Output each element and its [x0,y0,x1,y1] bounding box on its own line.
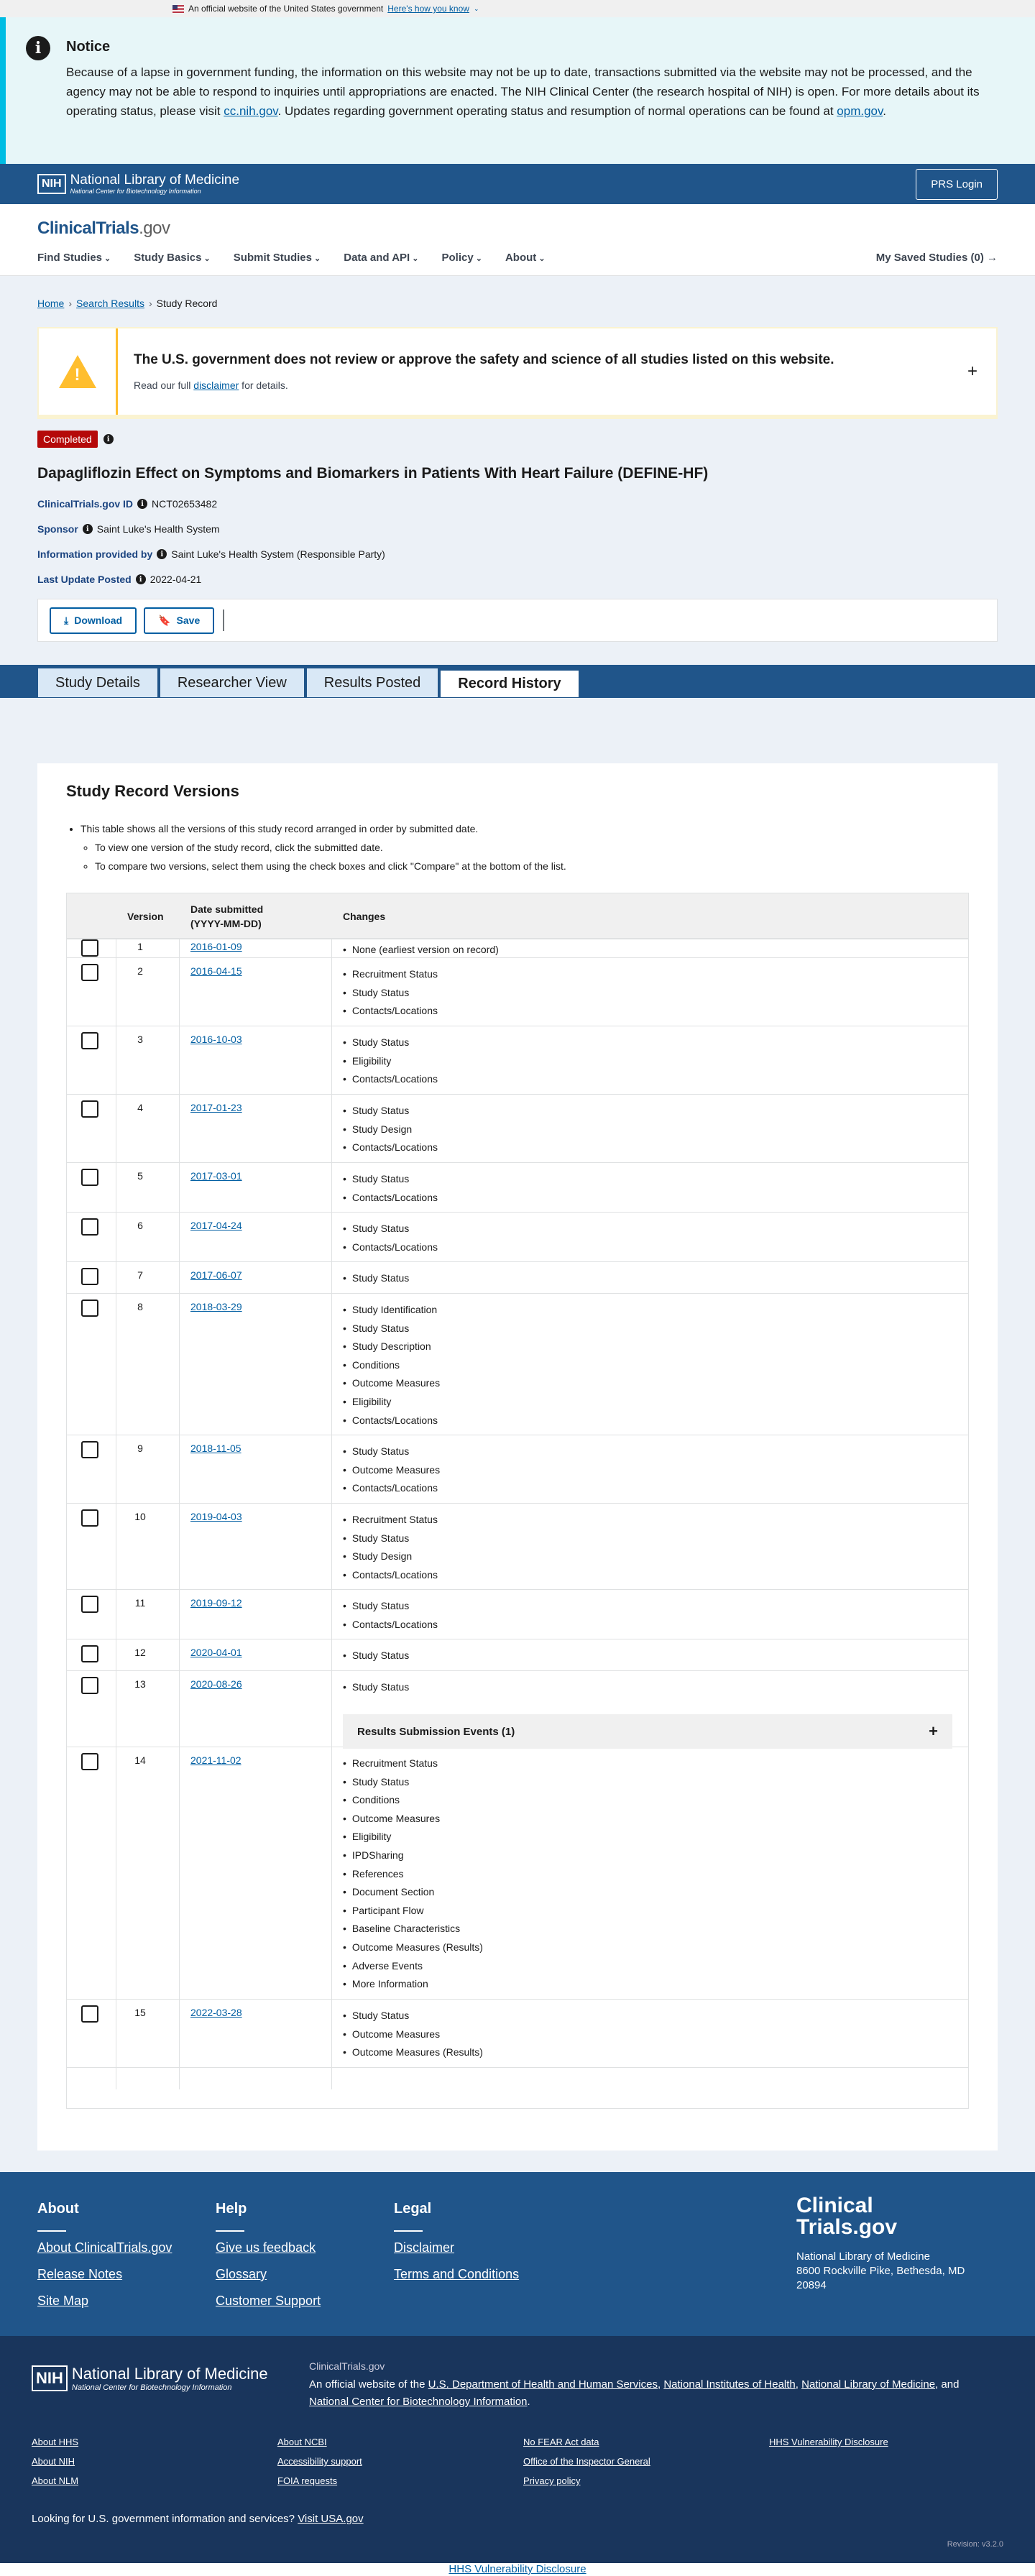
changes-list [343,1443,440,1498]
id-label: ClinicalTrials.gov ID [37,498,134,510]
disclaimer-title: The U.S. government does not review or approve the safety and science of all studies listed on this website. [134,352,834,367]
footer-address: National Library of Medicine 8600 Rockville Pike, Bethesda, MD 20894 [796,2250,965,2291]
change-item: • Outcome Measures [354,1461,440,1480]
change-item: • Study Status [354,1773,483,1792]
footer-link[interactable]: About NCBI [277,2437,327,2447]
version-number: 10 [134,1511,146,1522]
version-number: 5 [137,1170,143,1182]
table-row [67,1435,968,1504]
version-checkbox[interactable] [81,1677,98,1694]
change-item: • Study Status [354,1269,409,1288]
version-checkbox[interactable] [81,1753,98,1770]
usa-gov-link[interactable]: Visit USA.gov [298,2513,364,2525]
table-row [67,1213,968,1262]
change-item: • Study Identification [354,1301,440,1320]
disclaimer-text: Read our full disclaimer for details. [134,380,288,391]
last-update-value: 2022-04-21 [150,574,202,585]
change-item: • Contacts/Locations [354,1189,438,1208]
footer-glossary-link[interactable]: Glossary [216,2267,267,2281]
table-row [67,1747,968,2000]
chevron-down-icon: ⌄ [410,254,419,263]
version-number: 1 [137,941,143,952]
nih-link[interactable]: National Institutes of Health [663,2378,796,2391]
hhs-vulnerability-link[interactable]: HHS Vulnerability Disclosure [448,2563,586,2575]
change-item: • More Information [354,1975,483,1994]
change-item: • Study Status [354,2007,483,2025]
version-date-link[interactable]: 2022-03-28 [190,2007,242,2018]
version-date-link[interactable]: 2018-03-29 [190,1301,242,1312]
change-item: • Eligibility [354,1828,483,1846]
version-number: 12 [134,1647,146,1658]
table-row [67,1262,968,1294]
change-item: • Contacts/Locations [354,1566,438,1585]
study-meta [0,482,1035,585]
footer-link[interactable]: About HHS [32,2437,79,2447]
change-item: • Conditions [354,1356,440,1375]
changes-list [343,941,499,960]
version-checkbox[interactable] [81,1169,98,1186]
revision: Revision: v3.2.0 [947,2540,1003,2549]
nav-item-submit-studies[interactable]: Submit Studies ⌄ [233,252,321,264]
version-checkbox[interactable] [81,1300,98,1317]
table-row [67,1026,968,1095]
gov-banner [0,0,1035,17]
change-item: • Outcome Measures [354,1810,483,1828]
change-item: • Study Design [354,1121,438,1139]
change-item: • Contacts/Locations [354,1138,438,1157]
footer-release-notes-link[interactable]: Release Notes [37,2267,123,2281]
study-title: Dapagliflozin Effect on Symptoms and Biomarkers in Patients With Heart Failure (DEFINE-HF) [37,465,709,482]
shutdown-notice [0,17,1035,164]
version-checkbox[interactable] [81,1596,98,1613]
version-number: 6 [137,1220,143,1231]
change-item: • Study Status [354,1647,409,1665]
study-record-versions [37,763,998,2150]
breadcrumb-search-results[interactable]: Search Results [76,298,144,309]
save-button[interactable]: 🔖 Save [144,607,214,634]
site-footer [0,2172,1035,2336]
versions-intro: • This table shows all the versions of this study record arranged in order by submitted date. ◦ To view one version of the study record, click the submitted date. ◦ To compare two versions, select them using the check boxes and click "Compare" at the bottom of the list. [80,819,566,875]
change-item: • Study Description [354,1338,440,1356]
notice-title: Notice [66,39,111,55]
nav-item-about[interactable]: About ⌄ [505,252,546,264]
footer-about-title: About [37,2201,79,2217]
footer-support-link[interactable]: Customer Support [216,2294,321,2308]
footer-link[interactable]: Accessibility support [277,2456,362,2467]
change-item: • Recruitment Status [354,1511,438,1530]
change-item: • Outcome Measures (Results) [354,1938,483,1957]
change-item: • Recruitment Status [354,965,438,984]
version-checkbox[interactable] [81,1509,98,1527]
change-item: • Study Status [354,1678,409,1697]
footer-ct-logo[interactable]: Clinical Trials.gov [796,2194,898,2239]
version-date-link[interactable]: 2017-06-07 [190,1269,242,1281]
change-item: • Adverse Events [354,1957,483,1976]
download-button[interactable]: ⤓ Download [50,607,137,634]
change-item: • Contacts/Locations [354,1238,438,1257]
last-update-label: Last Update Posted [37,574,132,585]
info-icon[interactable]: i [136,574,146,584]
table-row [67,2000,968,2068]
versions-title: Study Record Versions [66,782,239,800]
chevron-down-icon: ⌄ [473,4,479,12]
tab-study-details[interactable]: Study Details [37,668,158,698]
changes-list [343,1102,438,1157]
nlm-title: National Library of Medicine [70,172,240,188]
version-date-link[interactable]: 2017-03-01 [190,1170,242,1182]
changes-list [343,1269,409,1288]
versions-table [66,893,969,2109]
nlm-link[interactable]: National Library of Medicine [801,2378,936,2391]
nlm-footer [0,2336,1035,2576]
ncbi-subtitle: National Center for Biotechnology Information [70,188,201,195]
arrow-right-icon: → [987,252,998,264]
divider [223,610,224,631]
changes-list [343,1301,440,1430]
change-item: • Eligibility [354,1393,440,1412]
changes-list [343,1678,409,1697]
header-version: Version [127,911,164,922]
sponsor-value: Saint Luke's Health System [96,523,220,535]
version-number: 9 [137,1443,143,1454]
expand-plus-icon[interactable]: + [967,362,978,381]
version-number: 8 [137,1301,143,1312]
change-item: • References [354,1865,483,1884]
nct-id: NCT02653482 [152,498,218,510]
change-item: • Contacts/Locations [354,1002,438,1021]
change-item: • Study Status [354,1443,440,1461]
footer-site-map-link[interactable]: Site Map [37,2294,89,2308]
info-icon[interactable]: i [104,434,114,444]
footer-link[interactable]: HHS Vulnerability Disclosure [769,2437,888,2447]
version-checkbox[interactable] [81,2005,98,2023]
version-checkbox[interactable] [81,1268,98,1285]
header-date: Date submitted [190,903,264,915]
results-submission-events[interactable]: Results Submission Events (1) + [343,1714,952,1749]
version-number: 4 [137,1102,143,1113]
table-row [67,1163,968,1213]
change-item: • Study Status [354,1530,438,1548]
sponsor-label: Sponsor [37,523,78,535]
version-checkbox[interactable] [81,964,98,981]
footer-link[interactable]: FOIA requests [277,2475,338,2486]
footer-link[interactable]: Privacy policy [523,2475,581,2486]
site-header [0,204,1035,276]
change-item: • Eligibility [354,1052,438,1071]
my-saved-studies-link[interactable]: My Saved Studies (0) → [875,252,998,264]
version-checkbox[interactable] [81,1218,98,1236]
version-number: 3 [137,1034,143,1045]
status-badge: Completed [37,431,98,448]
change-item: • Study Status [354,1034,438,1052]
warning-icon: ! [59,355,96,388]
breadcrumb-home[interactable]: Home [37,298,65,309]
gov-banner-text: An official website of the United States government [188,4,384,14]
chevron-right-icon: › [68,298,73,309]
notice-body: Because of a lapse in government funding, the information on this website may not be up to date, transactions submitted via the website may not be processed, and the agency may not be able to respond to inquiries until appropriations are enacted. The NIH Clinical Center (the research hospital of NIH) is open. For more details about its operating status, please visit cc.nih.gov. Updates regarding government operating status and resumption of normal operations can be found at opm.gov. [66,65,980,118]
table-row [67,1671,968,1747]
nav-item-find-studies[interactable]: Find Studies ⌄ [37,252,111,264]
nih-bar [0,164,1035,204]
table-row [67,1294,968,1435]
hhs-link[interactable]: U.S. Department of Health and Human Services [428,2378,658,2391]
change-item: • Outcome Measures [354,2025,483,2044]
change-item: • Outcome Measures [354,1374,440,1393]
change-item: • Participant Flow [354,1902,483,1920]
footer-ct-label: ClinicalTrials.gov [309,2360,385,2372]
prs-login-button[interactable]: PRS Login [916,169,998,200]
info-icon[interactable]: i [157,549,167,559]
version-number: 13 [134,1678,146,1690]
footer-feedback-link[interactable]: Give us feedback [216,2240,316,2255]
change-item: • Baseline Characteristics [354,1920,483,1938]
footer-disclaimer-link[interactable]: Disclaimer [394,2240,455,2255]
footer-link[interactable]: Office of the Inspector General [523,2456,650,2467]
official-statement: An official website of the U.S. Department of Health and Human Services, National Institutes of Health, National Library of Medicine, and National Center for Biotechnology Information. [309,2378,960,2408]
change-item: • Contacts/Locations [354,1479,440,1498]
change-item: • Study Status [354,1220,438,1238]
breadcrumb [0,276,1035,327]
footer-link[interactable]: No FEAR Act data [523,2437,599,2447]
change-item: • Conditions [354,1791,483,1810]
chevron-down-icon: ⌄ [102,254,111,263]
nav-item-study-basics[interactable]: Study Basics ⌄ [134,252,211,264]
version-date-link[interactable]: 2016-01-09 [190,941,242,952]
table-row [67,1639,968,1671]
clinicaltrials-logo[interactable]: ClinicalTrials.gov [37,218,170,238]
changes-list [343,1220,438,1256]
tab-results-posted[interactable]: Results Posted [306,668,439,698]
version-date-link[interactable]: 2016-04-15 [190,965,242,977]
version-number: 11 [134,1597,146,1609]
info-icon[interactable]: i [137,499,147,509]
change-item: • IPDSharing [354,1846,483,1865]
version-date-link[interactable]: 2020-04-01 [190,1647,242,1658]
version-date-link[interactable]: 2021-11-02 [190,1754,242,1766]
version-checkbox[interactable] [81,1441,98,1458]
changes-list [343,965,438,1021]
breadcrumb-current: Study Record [156,298,218,309]
version-date-link[interactable]: 2019-04-03 [190,1511,242,1522]
change-item: • Study Status [354,984,438,1003]
version-date-link[interactable]: 2016-10-03 [190,1034,242,1045]
usa-gov-line: Looking for U.S. government information and services? Visit USA.gov [32,2513,364,2525]
nlm-logo[interactable] [37,173,239,195]
chevron-down-icon: ⌄ [311,254,321,263]
header-changes: Changes [343,911,386,922]
info-icon[interactable]: i [83,524,93,534]
chevron-down-icon: ⌄ [201,254,211,263]
version-number: 14 [134,1754,146,1766]
chevron-right-icon: › [148,298,152,309]
footer-help-title: Help [216,2201,247,2217]
version-date-link[interactable]: 2018-11-05 [190,1443,242,1454]
footer-about-link[interactable]: About ClinicalTrials.gov [37,2240,172,2255]
version-date-link[interactable]: 2020-08-26 [190,1678,242,1690]
change-item: • None (earliest version on record) [354,941,499,960]
version-date-link[interactable]: 2019-09-12 [190,1597,242,1609]
opm-link[interactable]: opm.gov [837,104,883,118]
version-number: 15 [134,2007,146,2018]
change-item: • Study Status [354,1320,440,1338]
footer-legal-title: Legal [394,2201,432,2217]
nav-item-policy[interactable]: Policy ⌄ [441,252,482,264]
version-checkbox[interactable] [81,939,98,957]
cc-nih-link[interactable]: cc.nih.gov [224,104,278,118]
expand-plus-icon: + [929,1722,938,1740]
tab-researcher-view[interactable]: Researcher View [160,668,305,698]
version-date-link[interactable]: 2017-01-23 [190,1102,242,1113]
disclaimer-box [37,327,998,419]
table-row [67,939,968,958]
version-number: 2 [137,965,143,977]
record-tabs [0,665,1035,698]
change-item: • Recruitment Status [354,1754,483,1773]
disclaimer-link[interactable]: disclaimer [193,380,239,391]
nav-item-data-and-api[interactable]: Data and API ⌄ [344,252,419,264]
version-number: 7 [137,1269,143,1281]
chevron-down-icon: ⌄ [536,254,546,263]
change-item: • Contacts/Locations [354,1616,438,1634]
heres-how-you-know-link[interactable]: Here's how you know [387,4,469,14]
change-item: • Study Status [354,1170,438,1189]
chevron-down-icon: ⌄ [473,254,482,263]
info-provided-value: Saint Luke's Health System (Responsible Party) [171,548,385,560]
changes-list [343,1754,483,1994]
table-row [67,1590,968,1639]
version-date-link[interactable]: 2017-04-24 [190,1220,242,1231]
changes-list [343,1511,438,1584]
nlm-footer-logo[interactable]: NIH National Library of Medicine National Center for Biotechnology Information [32,2365,268,2392]
main-nav [37,252,546,264]
version-checkbox[interactable] [81,1100,98,1118]
table-row [67,1095,968,1163]
change-item: • Contacts/Locations [354,1070,438,1089]
tab-record-history[interactable]: Record History [440,668,579,698]
changes-list [343,2007,483,2062]
nih-box: NIH [37,174,66,194]
footer-terms-link[interactable]: Terms and Conditions [394,2267,520,2281]
bookmark-icon: 🔖 [158,614,171,626]
version-checkbox[interactable] [81,1645,98,1662]
changes-list [343,1597,438,1634]
table-header [67,893,968,939]
ncbi-link[interactable]: National Center for Biotechnology Information [309,2396,528,2408]
footer-link[interactable]: About NIH [32,2456,75,2467]
change-item: • Document Section [354,1883,483,1902]
changes-list [343,1170,438,1207]
header-date-format: (YYYY-MM-DD) [190,918,262,929]
actions-bar [37,599,998,642]
footer-link[interactable]: About NLM [32,2475,79,2486]
changes-list [343,1034,438,1089]
info-provided-label: Information provided by [37,548,153,560]
change-item: • Study Status [354,1597,438,1616]
table-row [67,958,968,1026]
change-item: • Study Design [354,1547,438,1566]
table-row [67,1504,968,1590]
change-item: • Outcome Measures (Results) [354,2043,483,2062]
us-flag-icon [172,5,184,13]
change-item: • Contacts/Locations [354,1412,440,1430]
changes-list [343,1647,409,1665]
version-checkbox[interactable] [81,1032,98,1049]
download-icon: ⤓ [64,614,69,626]
change-item: • Study Status [354,1102,438,1121]
info-icon: i [26,36,50,60]
